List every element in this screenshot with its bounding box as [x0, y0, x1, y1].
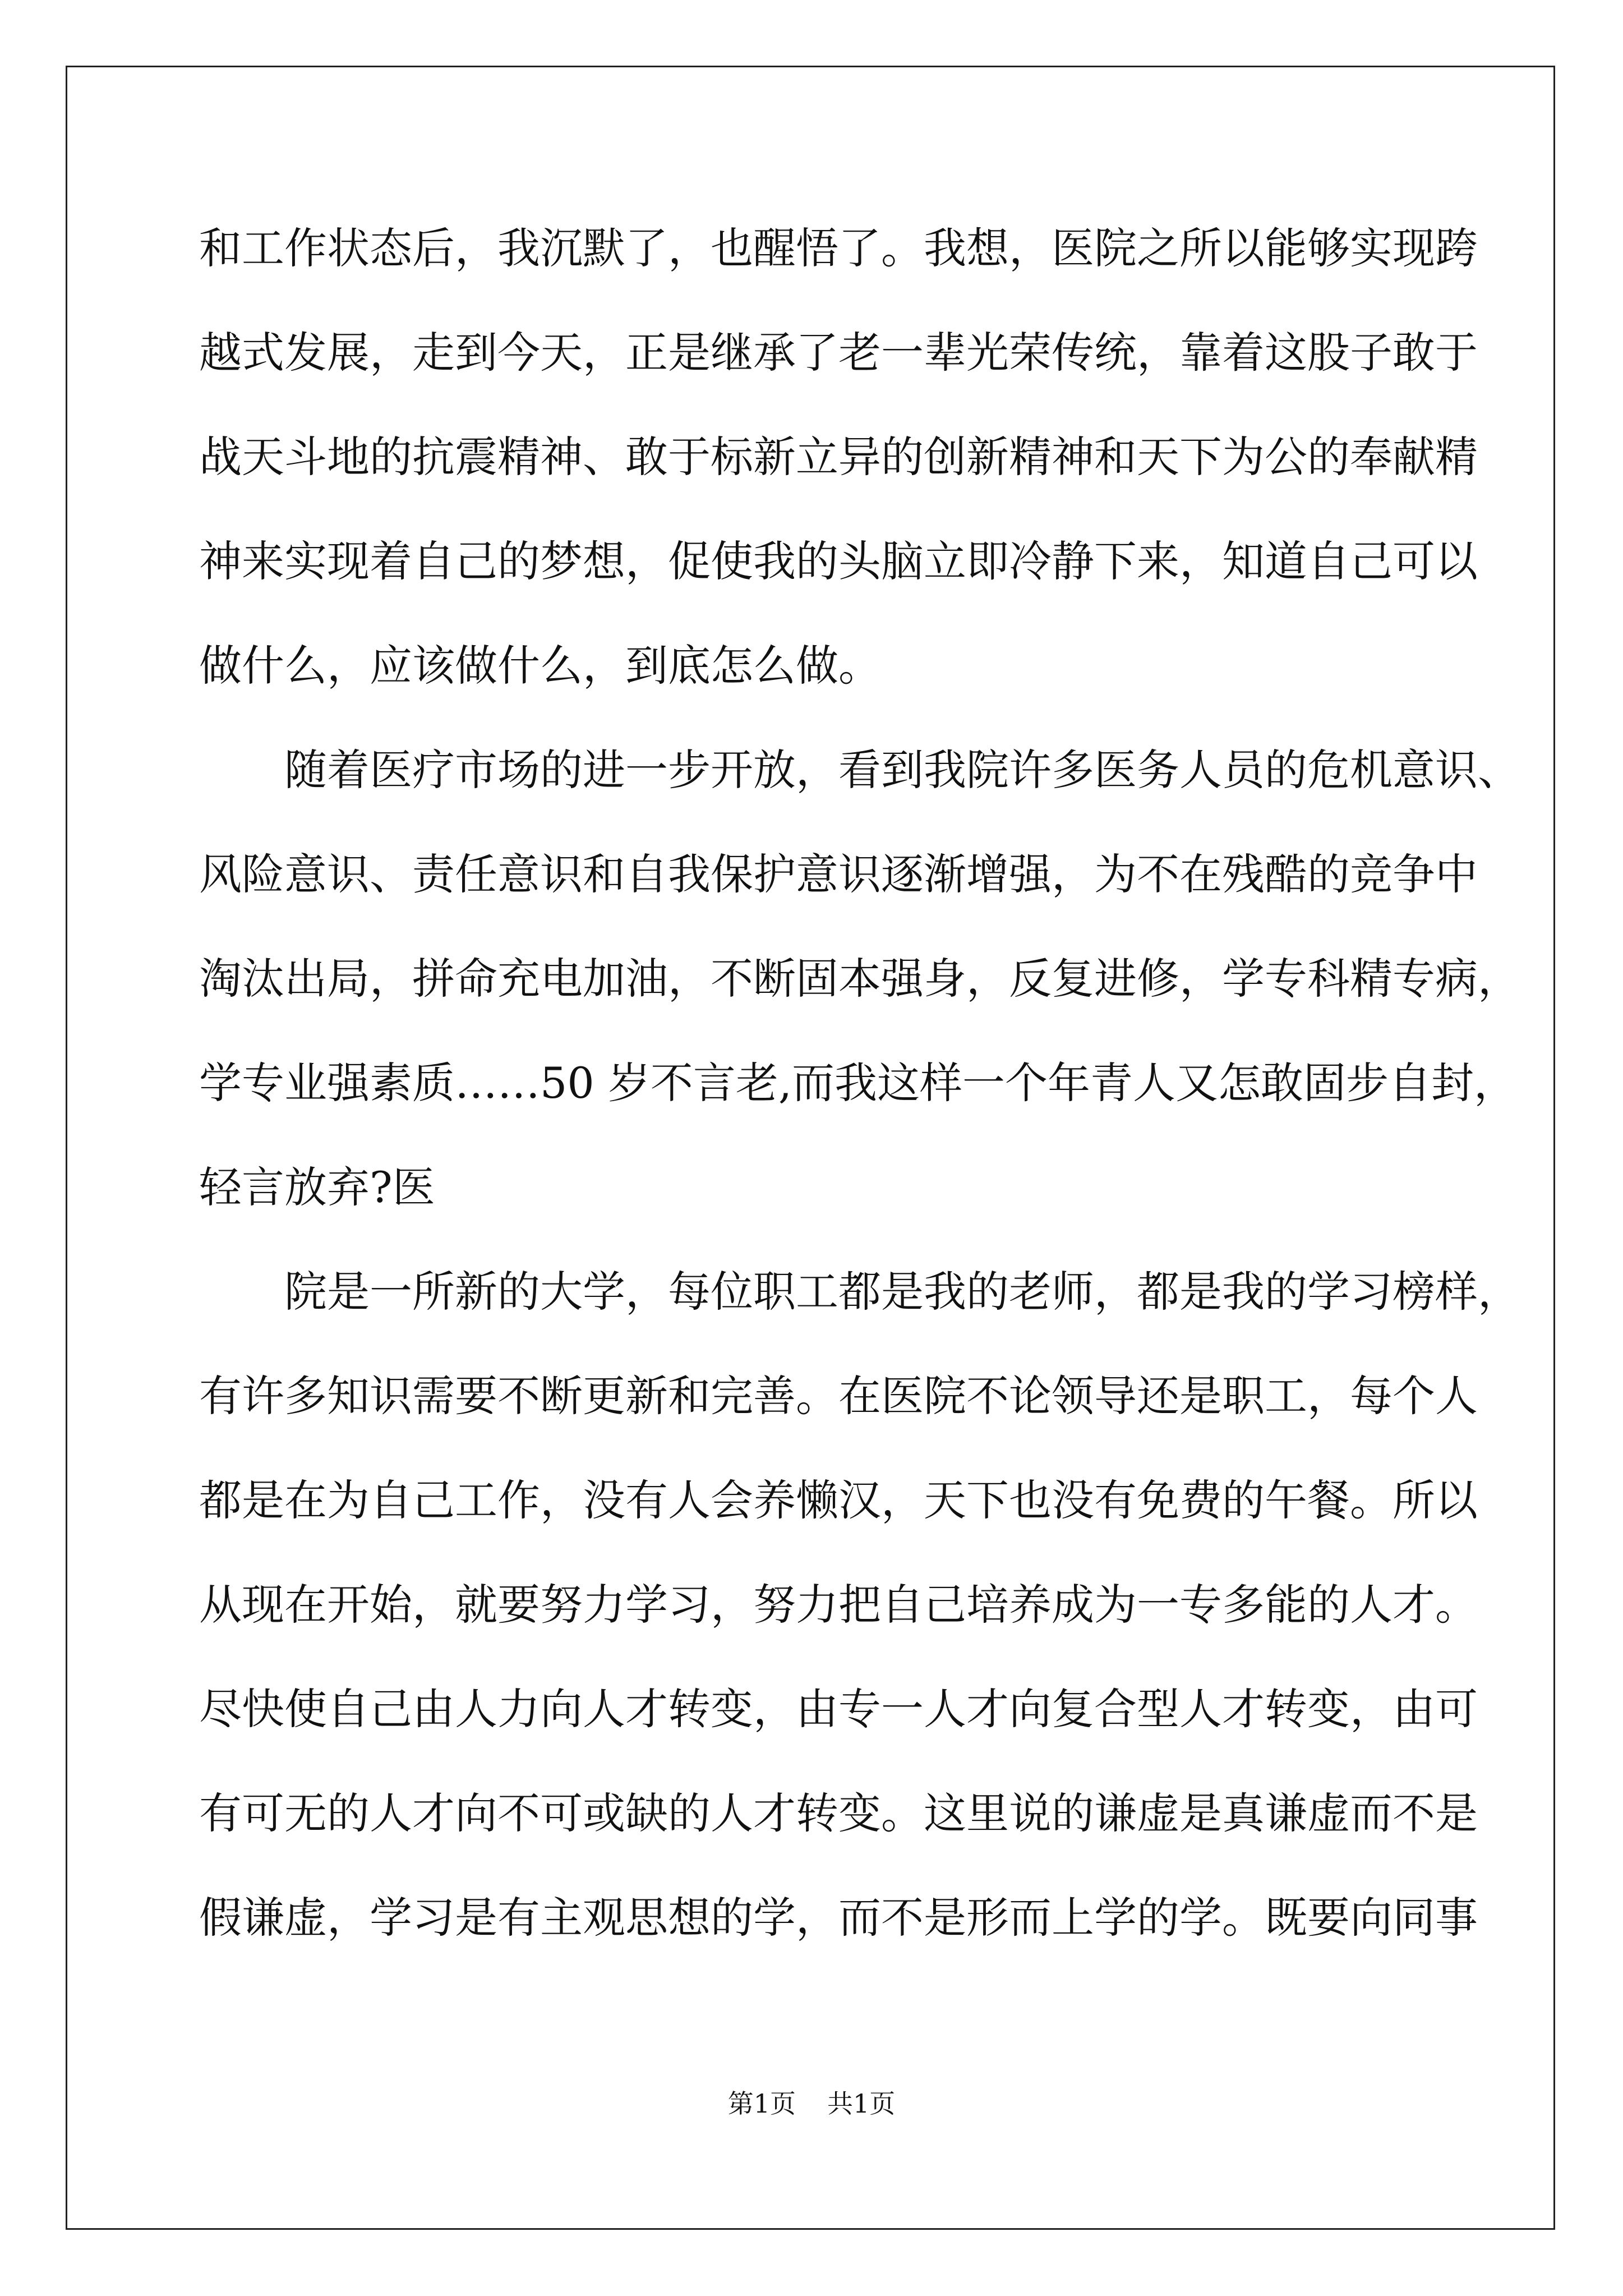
- text-line: 学专业强素质……50 岁不言老,而我这样一个年青人又怎敢固步自封，: [199, 1058, 1517, 1108]
- text-line: 和工作状态后，我沉默了，也醒悟了。我想，医院之所以能够实现跨: [199, 223, 1478, 273]
- text-line: 战天斗地的抗震精神、敢于标新立异的创新精神和天下为公的奉献精: [199, 432, 1478, 482]
- text-line: 院是一所新的大学，每位职工都是我的老师，都是我的学习榜样，: [284, 1267, 1520, 1317]
- page-footer: [0, 2087, 1623, 2120]
- text-line: 神来实现着自己的梦想，促使我的头脑立即冷静下来，知道自己可以: [199, 536, 1478, 586]
- text-line: 做什么，应该做什么，到底怎么做。: [199, 641, 881, 691]
- text-line: 风险意识、责任意识和自我保护意识逐渐增强，为不在残酷的竞争中: [199, 849, 1478, 899]
- text-line: 轻言放弃?医: [199, 1162, 435, 1212]
- text-line: 有可无的人才向不可或缺的人才转变。这里说的谦虚是真谦虚而不是: [199, 1788, 1478, 1838]
- page-total: 共1页: [827, 2088, 896, 2119]
- text-line: 随着医疗市场的进一步开放，看到我院许多医务人员的危机意识、: [284, 745, 1520, 795]
- text-line: 假谦虚，学习是有主观思想的学，而不是形而上学的学。既要向同事: [199, 1893, 1478, 1943]
- document-body: [199, 196, 1520, 1970]
- text-line: 淘汰出局，拼命充电加油，不断固本强身，反复进修，学专科精专病，: [199, 954, 1520, 1004]
- text-line: 都是在为自己工作，没有人会养懒汉，天下也没有免费的午餐。所以: [199, 1475, 1478, 1525]
- text-line: 有许多知识需要不断更新和完善。在医院不论领导还是职工，每个人: [199, 1371, 1478, 1421]
- text-line: 越式发展，走到今天，正是继承了老一辈光荣传统，靠着这股子敢于: [199, 328, 1478, 378]
- text-line: 尽快使自己由人力向人才转变，由专一人才向复合型人才转变，由可: [199, 1684, 1478, 1734]
- text-line: 从现在开始，就要努力学习，努力把自己培养成为一专多能的人才。: [199, 1580, 1478, 1630]
- page-number: 第1页: [727, 2088, 796, 2119]
